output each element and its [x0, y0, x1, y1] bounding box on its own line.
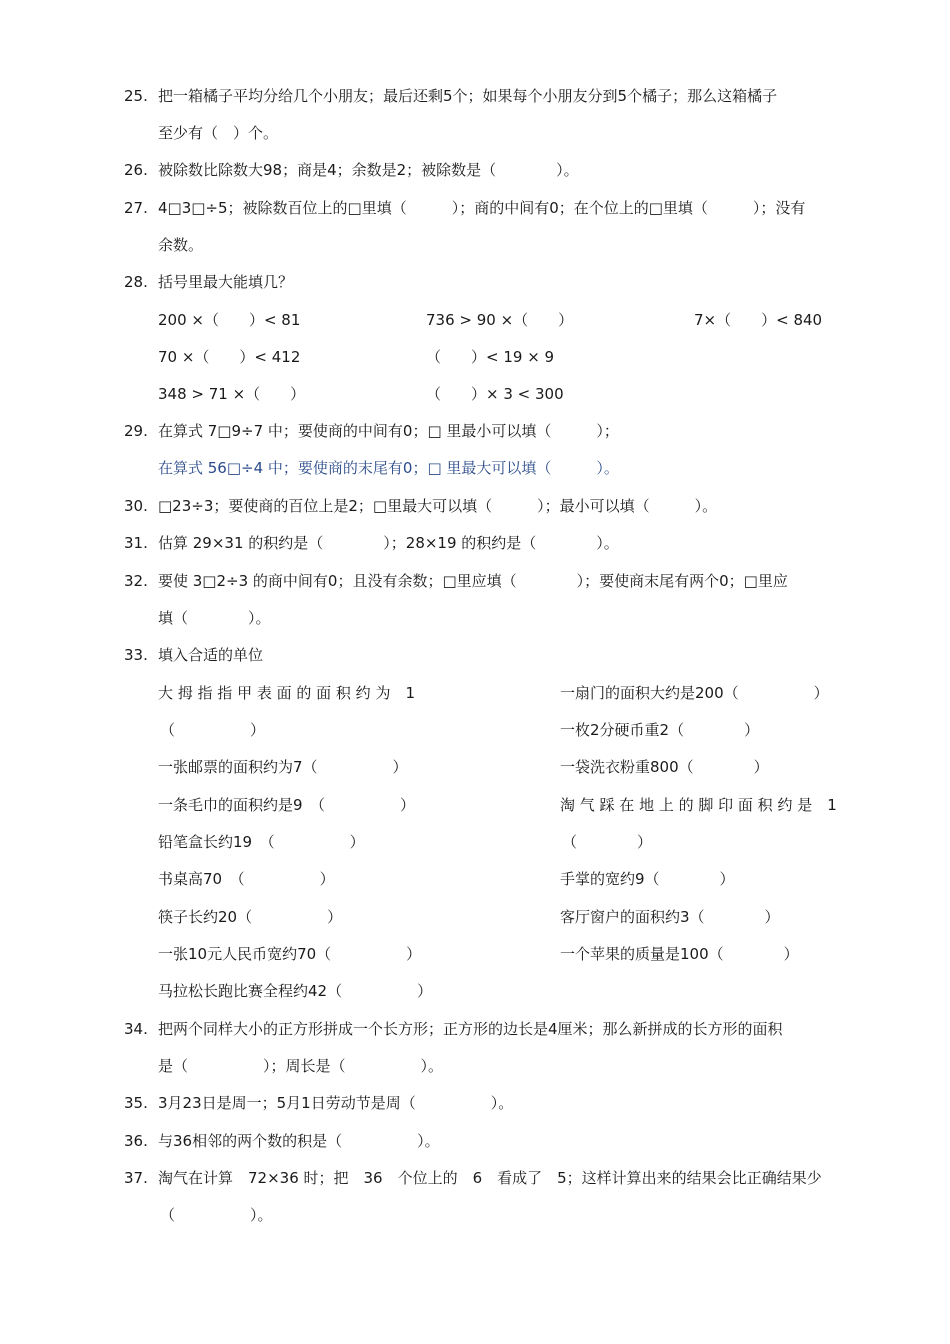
question-27-text: 4□3□÷5；被除数百位上的□里填（ ）；商的中间有0；在个位上的□里填（ ）；没有 — [158, 199, 806, 217]
question-number: 35. — [124, 1094, 148, 1112]
unit-item: 马拉松长跑比赛全程约42（ ） — [158, 982, 433, 1000]
question-29-text: 在算式 7□9÷7 中；要使商的中间有0；□ 里最小可以填（ ）； — [158, 422, 619, 440]
unit-item: 一条毛巾的面积约是9 （ ） — [158, 796, 416, 814]
question-number: 37. — [124, 1169, 148, 1187]
question-34-text-cont: 是（ ）；周长是（ ）。 — [158, 1057, 444, 1075]
q28-item: （ ）× 3 < 300 — [426, 385, 564, 403]
question-34-text: 把两个同样大小的正方形拼成一个长方形；正方形的边长是4厘米；那么新拼成的长方形的面积 — [158, 1020, 783, 1038]
question-number: 28. — [124, 273, 148, 291]
unit-item: 手掌的宽约9（ ） — [560, 870, 735, 888]
unit-item: 铅笔盒长约19 （ ） — [158, 833, 365, 851]
unit-item: 客厅窗户的面积约3（ ） — [560, 908, 780, 926]
question-25-text-cont: 至少有（ ）个。 — [158, 124, 279, 142]
unit-item: 一张10元人民币宽约70（ ） — [158, 945, 422, 963]
unit-item: （ ） — [562, 833, 653, 851]
question-32-text: 要使 3□2÷3 的商中间有0；且没有余数；□里应填（ ）；要使商末尾有两个0；□里应 — [158, 572, 788, 590]
question-number: 36. — [124, 1132, 148, 1150]
question-25-text: 把一箱橘子平均分给几个小朋友；最后还剩5个；如果每个小朋友分到5个橘子；那么这箱橘子 — [158, 87, 778, 105]
question-31-text: 估算 29×31 的积约是（ ）；28×19 的积约是（ ）。 — [158, 534, 619, 552]
unit-item: 书桌高70 （ ） — [158, 870, 335, 888]
question-26-text: 被除数比除数大98；商是4；余数是2；被除数是（ ）。 — [158, 161, 579, 179]
question-37-text: 淘气在计算 72×36 时；把 36 个位上的 6 看成了 5；这样计算出来的结果会比正确结果少 — [158, 1169, 822, 1187]
unit-item: 淘 气 踩 在 地 上 的 脚 印 面 积 约 是 1 — [560, 796, 837, 814]
unit-item: 一个苹果的质量是100（ ） — [560, 945, 799, 963]
unit-item: 一枚2分硬币重2（ ） — [560, 721, 760, 739]
question-29-text-cont: 在算式 56□÷4 中；要使商的末尾有0；□ 里最大可以填（ ）。 — [158, 459, 619, 477]
unit-item: （ ） — [160, 721, 266, 739]
question-32-text-cont: 填（ ）。 — [158, 609, 271, 627]
unit-item: 一袋洗衣粉重800（ ） — [560, 758, 769, 776]
q28-item: （ ）< 19 × 9 — [426, 348, 555, 366]
unit-item: 一扇门的面积大约是200（ ） — [560, 684, 829, 702]
question-number: 33. — [124, 646, 148, 664]
question-36-text: 与36相邻的两个数的积是（ ）。 — [158, 1132, 440, 1150]
unit-item: 一张邮票的面积约为7（ ） — [158, 758, 408, 776]
question-37-text-cont: （ ）。 — [160, 1206, 273, 1224]
question-30-text: □23÷3；要使商的百位上是2；□里最大可以填（ ）；最小可以填（ ）。 — [158, 497, 718, 515]
question-number: 31. — [124, 534, 148, 552]
question-28-text: 括号里最大能填几？ — [158, 273, 294, 291]
q28-item: 70 ×（ ）< 412 — [158, 348, 301, 366]
question-33-text: 填入合适的单位 — [158, 646, 264, 664]
question-number: 25. — [124, 87, 148, 105]
q28-item: 7×（ ）< 840 — [694, 311, 823, 329]
question-number: 27. — [124, 199, 148, 217]
q28-item: 200 ×（ ）< 81 — [158, 311, 301, 329]
question-number: 34. — [124, 1020, 148, 1038]
question-number: 29. — [124, 422, 148, 440]
q28-item: 348 > 71 ×（ ） — [158, 385, 306, 403]
question-27-text-cont: 余数。 — [158, 236, 204, 254]
question-35-text: 3月23日是周一；5月1日劳动节是周（ ）。 — [158, 1094, 514, 1112]
q28-item: 736 > 90 ×（ ） — [426, 311, 574, 329]
unit-item: 大 拇 指 指 甲 表 面 的 面 积 约 为 1 — [158, 684, 415, 702]
question-number: 26. — [124, 161, 148, 179]
question-number: 30. — [124, 497, 148, 515]
unit-item: 筷子长约20（ ） — [158, 908, 343, 926]
question-number: 32. — [124, 572, 148, 590]
